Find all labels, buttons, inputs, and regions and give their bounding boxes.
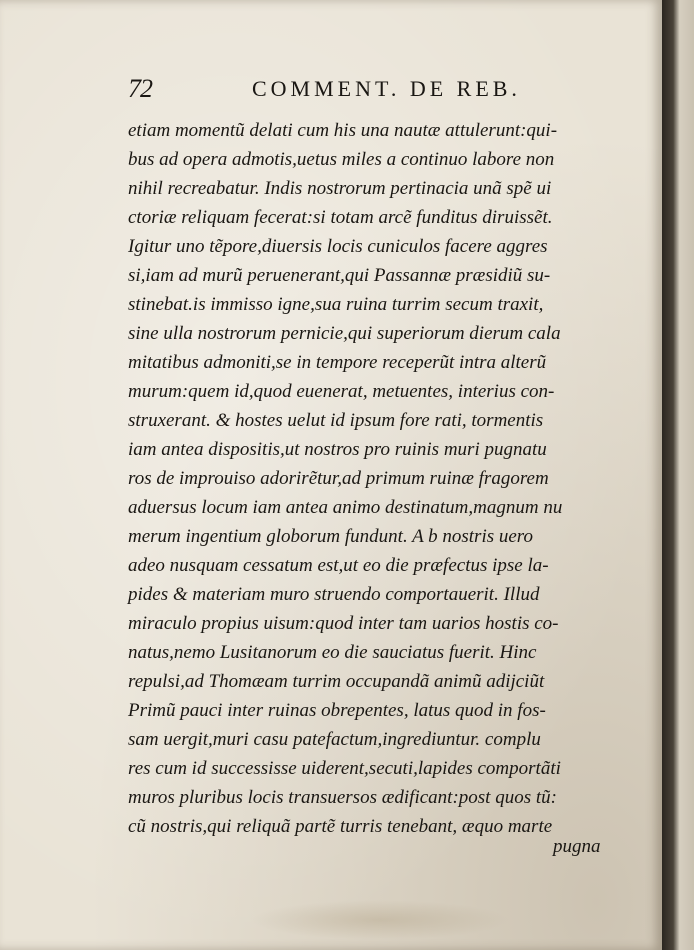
- text-line: ros de improuiso adorirẽtur,ad primum ruinæ fragorem: [128, 468, 549, 489]
- body-text: [128, 116, 618, 841]
- text-line: nihil recreabatur. Indis nostrorum pertinacia unã spẽ ui: [128, 178, 552, 199]
- text-line: muros pluribus locis transuersos ædificant:post quos tũ:: [128, 787, 557, 808]
- text-line: murum:quem id,quod euenerat, metuentes, interius con-: [128, 381, 555, 402]
- text-line: si,iam ad murũ peruenerant,qui Passannæ præsidiũ su-: [128, 265, 551, 286]
- text-line: struxerant. & hostes uelut id ipsum fore rati, tormentis: [128, 410, 544, 431]
- running-title: COMMENT. DE REB.: [252, 76, 521, 101]
- text-line: bus ad opera admotis,uetus miles a continuo labore non: [128, 149, 555, 170]
- running-head: [128, 72, 608, 108]
- text-line: merum ingentium globorum fundunt. A b nostris uero: [128, 526, 533, 547]
- text-line: stinebat.is immisso igne,sua ruina turrim secum traxit,: [128, 294, 544, 315]
- text-line: Igitur uno tẽpore,diuersis locis cuniculos facere aggres: [128, 236, 548, 257]
- page-number: 72: [128, 74, 152, 103]
- text-line: iam antea dispositis,ut nostros pro ruinis muri pugnatu: [128, 439, 547, 460]
- text-line: cũ nostris,qui reliquã partẽ turris tenebant, æquo marte: [128, 816, 553, 837]
- text-line: natus,nemo Lusitanorum eo die sauciatus fuerit. Hinc: [128, 642, 537, 663]
- text-line: mitatibus admoniti,se in tempore receperũt intra alterũ: [128, 352, 547, 373]
- text-line: sine ulla nostrorum pernicie,qui superiorum dierum cala: [128, 323, 561, 344]
- text-line: res cum id successisse uiderent,secuti,lapides comportãti: [128, 758, 561, 779]
- text-line: aduersus locum iam antea animo destinatum,magnum nu: [128, 497, 563, 518]
- text-line: sam uergit,muri casu patefactum,ingrediuntur. complu: [128, 729, 541, 750]
- paper-stain: [250, 900, 510, 940]
- book-gutter: [662, 0, 694, 950]
- text-line: pides & materiam muro struendo comportauerit. Illud: [128, 584, 540, 605]
- text-line: ctoriæ reliquam fecerat:si totam arcẽ funditus diruissẽt.: [128, 207, 553, 228]
- catchword: pugna: [553, 836, 601, 857]
- text-line: miraculo propius uisum:quod inter tam uarios hostis co-: [128, 613, 559, 634]
- text-line: adeo nusquam cessatum est,ut eo die præfectus ipse la-: [128, 555, 549, 576]
- text-line: Primũ pauci inter ruinas obrepentes, latus quod in fos-: [128, 700, 546, 721]
- text-line: repulsi,ad Thomæam turrim occupandã animũ adijciũt: [128, 671, 545, 692]
- text-line: etiam momentũ delati cum his una nautæ attulerunt:qui-: [128, 120, 558, 141]
